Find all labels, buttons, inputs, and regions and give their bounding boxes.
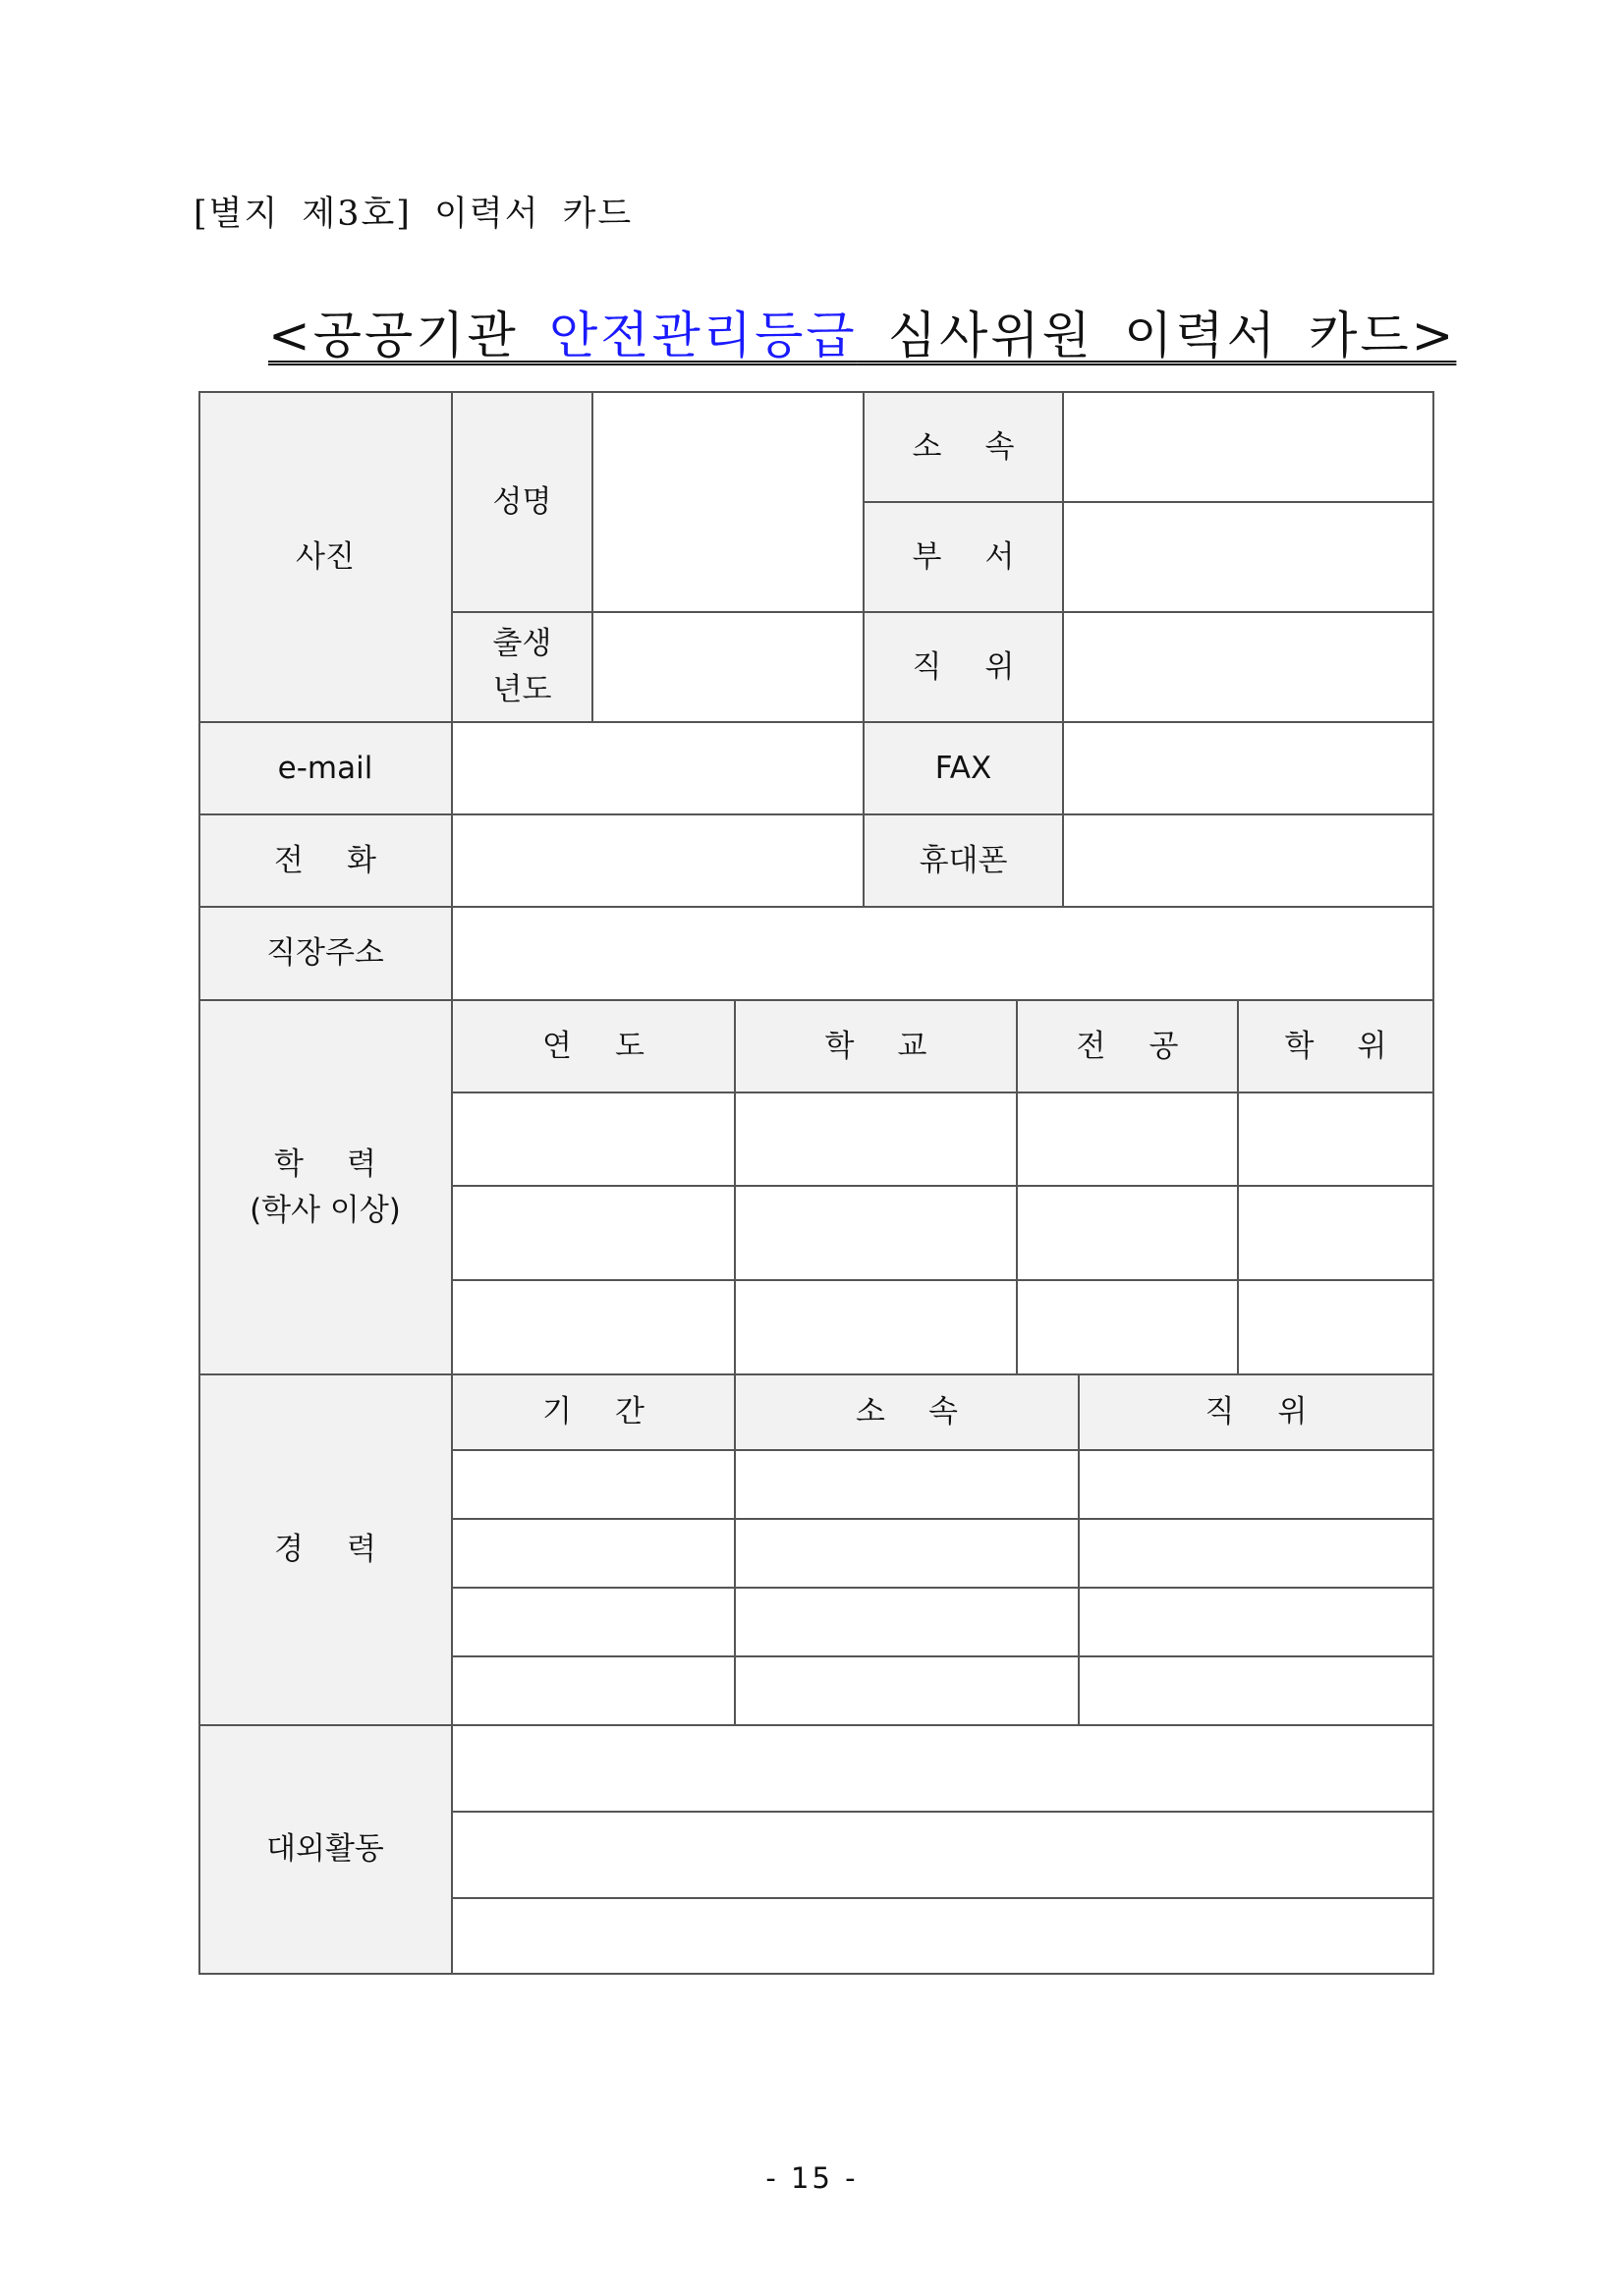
grid-line (198, 813, 1434, 815)
career-row-3-affiliation[interactable] (735, 1588, 1079, 1656)
career-row-4-position[interactable] (1079, 1656, 1433, 1725)
grid-line (864, 501, 1434, 503)
affiliation-label: 소속 (864, 392, 1063, 502)
education-col-major: 전공 (1017, 1000, 1238, 1092)
department-field[interactable] (1063, 502, 1433, 612)
grid-line (198, 1373, 1434, 1375)
birth-year-field[interactable] (592, 612, 864, 722)
mobile-label: 휴대폰 (864, 814, 1063, 907)
name-field[interactable] (592, 392, 864, 612)
grid-line (452, 1449, 1434, 1451)
birth-year-label-text: 출생 년도 (492, 626, 552, 707)
form-border-left (198, 391, 200, 1975)
grid-line (452, 1897, 1434, 1899)
position-label: 직위 (864, 612, 1063, 722)
grid-line (734, 999, 736, 1725)
education-col-degree: 학위 (1238, 1000, 1433, 1092)
career-row-3-period[interactable] (452, 1588, 735, 1656)
education-row-2-year[interactable] (452, 1186, 735, 1280)
education-row-2-school[interactable] (735, 1186, 1017, 1280)
education-row-1-year[interactable] (452, 1092, 735, 1186)
education-col-year: 연도 (452, 1000, 735, 1092)
career-col-period: 기간 (452, 1374, 735, 1450)
career-label: 경력 (198, 1374, 452, 1725)
title-highlight: 안전관리등급 (549, 308, 858, 365)
education-row-1-school[interactable] (735, 1092, 1017, 1186)
form-border-right (1432, 391, 1434, 1975)
career-col-position: 직위 (1079, 1374, 1433, 1450)
career-row-1-position[interactable] (1079, 1450, 1433, 1519)
mobile-field[interactable] (1063, 814, 1433, 907)
fax-field[interactable] (1063, 722, 1433, 814)
education-row-3-major[interactable] (1017, 1280, 1238, 1374)
attachment-label: [별지 제3호] 이력서 카드 (194, 195, 634, 234)
phone-label: 전화 (198, 814, 452, 907)
page-title (268, 295, 1456, 367)
title-suffix: 심사위원 이력서 카드> (857, 308, 1457, 365)
grid-line (1078, 1373, 1080, 1725)
career-row-1-period[interactable] (452, 1450, 735, 1519)
grid-line (451, 391, 453, 1975)
grid-line (198, 721, 1434, 723)
grid-line (452, 1185, 1434, 1187)
photo-box[interactable] (198, 392, 452, 722)
grid-line (452, 1092, 1434, 1093)
phone-field[interactable] (452, 814, 864, 907)
email-label: e-mail (198, 722, 452, 814)
fax-label: FAX (864, 722, 1063, 814)
work-address-field[interactable] (452, 907, 1433, 1000)
grid-line (198, 999, 1434, 1001)
career-row-2-affiliation[interactable] (735, 1519, 1079, 1588)
position-field[interactable] (1063, 612, 1433, 722)
grid-line (452, 1279, 1434, 1281)
grid-line (198, 1724, 1434, 1726)
work-address-label: 직장주소 (198, 907, 452, 1000)
career-row-3-position[interactable] (1079, 1588, 1433, 1656)
education-row-3-degree[interactable] (1238, 1280, 1433, 1374)
education-col-school: 학교 (735, 1000, 1017, 1092)
external-activity-row-1[interactable] (452, 1725, 1433, 1812)
photo-label: 사진 (296, 538, 355, 575)
education-row-3-year[interactable] (452, 1280, 735, 1374)
birth-year-label (452, 612, 592, 722)
grid-line (1062, 391, 1064, 907)
grid-line (863, 391, 865, 907)
grid-line (452, 611, 1434, 613)
grid-line (452, 1655, 1434, 1657)
career-col-affiliation: 소속 (735, 1374, 1079, 1450)
career-row-2-period[interactable] (452, 1519, 735, 1588)
grid-line (1237, 999, 1239, 1374)
affiliation-field[interactable] (1063, 392, 1433, 502)
external-activities-label: 대외활동 (198, 1725, 452, 1974)
external-activity-row-2[interactable] (452, 1812, 1433, 1898)
education-label: 학력 (학사 이상) (198, 1000, 452, 1374)
career-row-1-affiliation[interactable] (735, 1450, 1079, 1519)
title-prefix: <공공기관 (268, 308, 550, 365)
name-label: 성명 (452, 392, 592, 612)
page-number: - 15 - (765, 2161, 859, 2195)
grid-line (1016, 999, 1018, 1374)
career-row-4-affiliation[interactable] (735, 1656, 1079, 1725)
education-row-1-major[interactable] (1017, 1092, 1238, 1186)
education-row-2-degree[interactable] (1238, 1186, 1433, 1280)
grid-line (452, 1811, 1434, 1813)
grid-line (591, 391, 593, 722)
grid-line (452, 1587, 1434, 1589)
career-row-2-position[interactable] (1079, 1519, 1433, 1588)
external-activity-row-3[interactable] (452, 1898, 1433, 1974)
department-label: 부서 (864, 502, 1063, 612)
form-border-bottom (198, 1973, 1434, 1975)
form-border-top (198, 391, 1434, 393)
education-row-1-degree[interactable] (1238, 1092, 1433, 1186)
grid-line (198, 906, 1434, 908)
career-row-4-period[interactable] (452, 1656, 735, 1725)
email-field[interactable] (452, 722, 864, 814)
education-row-3-school[interactable] (735, 1280, 1017, 1374)
education-row-2-major[interactable] (1017, 1186, 1238, 1280)
grid-line (452, 1518, 1434, 1520)
